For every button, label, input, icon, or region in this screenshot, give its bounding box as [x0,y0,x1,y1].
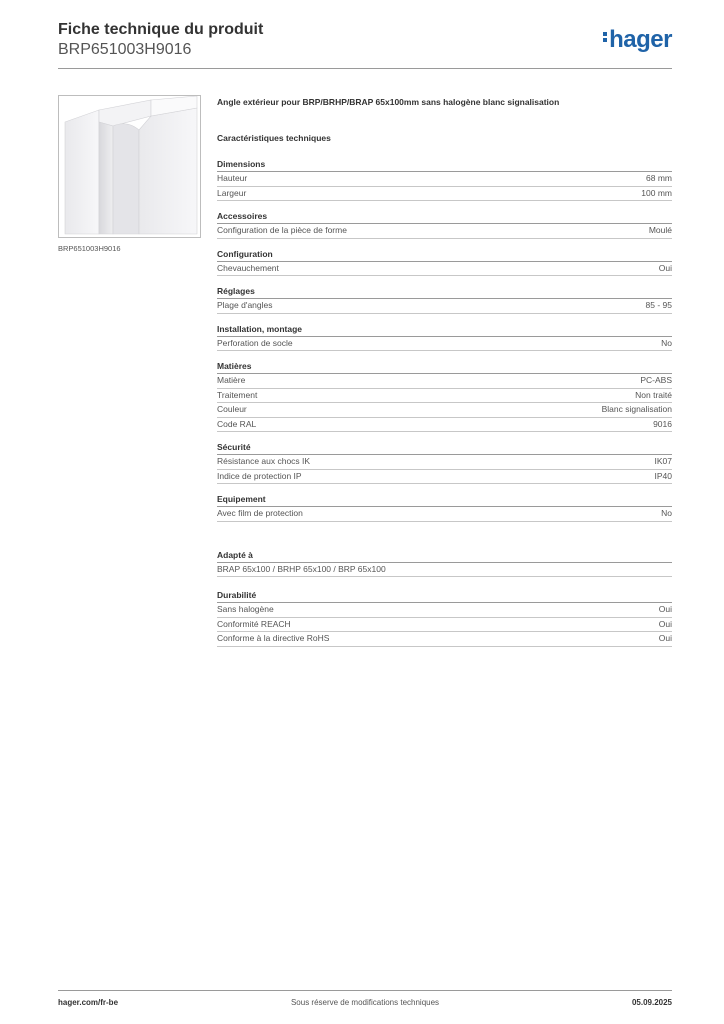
page-header [58,20,672,70]
section-title: Matières [217,360,672,374]
logo-text: hager [609,26,672,53]
section-title: Adapté à [217,549,672,563]
table-row [217,262,672,277]
row-label: Conformité REACH [217,618,291,629]
row-value: Oui [658,618,672,629]
hager-logo [603,26,672,54]
row-label: Couleur [217,404,247,414]
section-title: Installation, montage [217,323,672,337]
row-value: IK07 [654,456,672,466]
table-row [217,172,672,187]
table-row [217,632,672,647]
product-reference: BRP651003H9016 [58,41,192,58]
row-label: Conforme à la directive RoHS [217,633,330,643]
row-value: 85 - 95 [645,300,672,310]
table-row [217,374,672,389]
footer-divider [58,990,672,991]
row-label: Sans halogène [217,604,274,614]
table-row [217,389,672,404]
table-row [217,563,672,578]
row-label: Code RAL [217,418,257,429]
section-securite [217,441,672,484]
footer-notice: Sous réserve de modifications techniques [290,998,440,1007]
logo-dots-icon [603,30,607,44]
table-row [217,224,672,239]
row-label: Matière [217,375,246,385]
section-adapte [217,549,672,578]
section-title: Dimensions [217,158,672,172]
row-value: No [661,508,672,518]
product-details [217,96,672,656]
section-title: Equipement [217,493,672,507]
row-label: Largeur [217,187,247,198]
image-caption: BRP651003H9016 [58,244,121,253]
row-value: Blanc signalisation [601,404,672,414]
characteristics-title: Caractéristiques techniques [217,133,331,143]
section-accessoires [217,210,672,239]
row-value: Moulé [648,225,672,235]
section-installation [217,323,672,352]
table-row [217,470,672,485]
table-row [217,618,672,633]
section-equipement [217,493,672,522]
row-value: Non traité [635,389,672,400]
row-value: Oui [658,604,672,614]
table-row [217,603,672,618]
row-label: Résistance aux chocs IK [217,456,311,466]
section-configuration [217,248,672,277]
section-dimensions [217,158,672,201]
section-title: Configuration [217,248,672,262]
row-label: Hauteur [217,173,248,183]
row-value: 68 mm [646,173,672,183]
table-row [217,507,672,522]
row-value: Oui [658,262,672,273]
page-title: Fiche technique du produit [58,21,264,38]
table-row [217,455,672,470]
row-label: Configuration de la pièce de forme [217,225,347,235]
table-row [217,403,672,418]
table-row [217,418,672,433]
row-value: 100 mm [641,187,672,198]
row-label: Plage d'angles [217,300,273,310]
section-title: Accessoires [217,210,672,224]
row-label: Traitement [217,389,258,400]
section-title: Durabilité [217,589,672,603]
row-label: Indice de protection IP [217,470,302,481]
row-value: PC-ABS [640,375,672,385]
section-matieres [217,360,672,432]
row-label: Chevauchement [217,262,279,273]
row-label: Perforation de socle [217,337,293,348]
table-row [217,337,672,352]
footer-website-link[interactable]: hager.com/fr-be [58,998,119,1007]
header-divider [58,68,672,69]
row-label: BRAP 65x100 / BRHP 65x100 / BRP 65x100 [217,563,386,574]
product-description: Angle extérieur pour BRP/BRHP/BRAP 65x100mm sans halogène blanc signalisation [217,97,560,107]
table-row [217,299,672,314]
row-value: IP40 [654,470,672,481]
section-reglages [217,285,672,314]
table-row [217,187,672,202]
section-durabilite [217,589,672,647]
row-label: Avec film de protection [217,508,303,518]
section-title: Sécurité [217,441,672,455]
row-value: Oui [658,633,672,643]
row-value: No [661,337,672,348]
footer-date: 05.09.2025 [631,998,672,1007]
row-value: 9016 [653,418,672,429]
section-title: Réglages [217,285,672,299]
product-image [58,95,201,238]
product-image-icon [59,96,200,237]
